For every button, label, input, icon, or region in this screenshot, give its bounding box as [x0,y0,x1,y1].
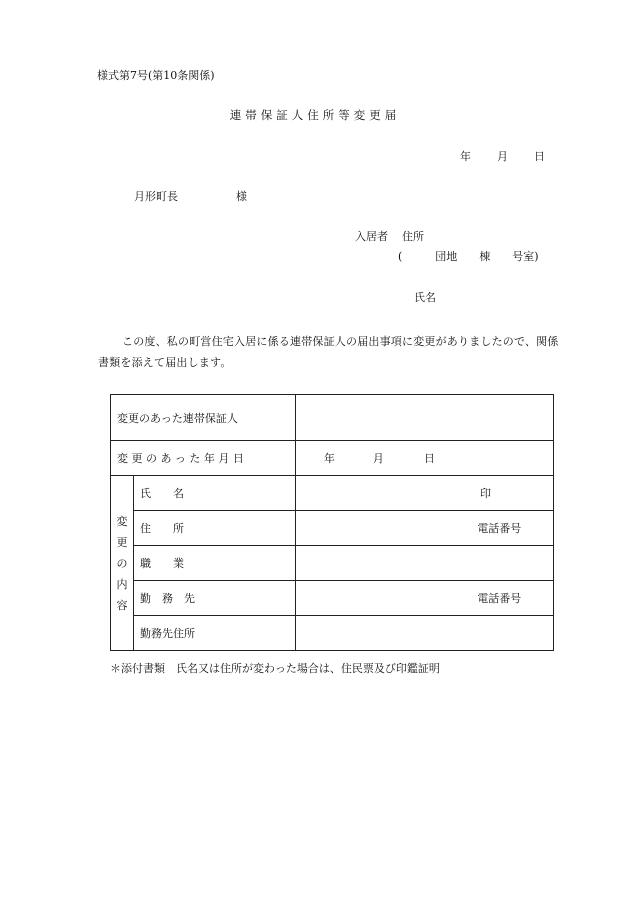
footnote: ＊添付書類 氏名又は住所が変わった場合は、住民票及び印鑑証明 [110,662,440,675]
name-label: 氏名 [414,291,436,304]
item-label-occupation: 職 業 [134,546,296,581]
item-value-workplace-address[interactable] [295,616,553,651]
item-value-name[interactable]: 印 [295,476,553,511]
item-label-workplace: 勤 務 先 [134,581,296,616]
item-value-occupation[interactable] [295,546,553,581]
addressee-name: 月形町長 [134,190,178,203]
date-month: 月 [497,150,508,163]
date-line [460,148,545,164]
item-label-workplace-address: 勤務先住所 [134,616,296,651]
phone-label: 電話番号 [477,592,522,605]
vertical-char: 変 [116,514,128,528]
body-text: この度、私の町営住宅入居に係る連帯保証人の届出事項に変更がありましたので、関係書類を添えて届出します。 [98,335,559,369]
change-date-label: 変更のあった年月日 [111,441,296,476]
item-value-workplace[interactable] [295,581,553,616]
form-code: 様式第7号(第10条関係) [97,69,215,82]
change-date-month: 月 [372,452,384,465]
change-date-year: 年 [323,452,335,465]
item-label-name: 氏 名 [134,476,296,511]
vertical-char: 更 [116,535,128,549]
resident-address [355,228,424,244]
guarantor-label: 変更のあった連帯保証人 [111,395,296,441]
vertical-char: 容 [116,598,128,612]
unit-line: ( 団地 棟 号室) [398,250,539,263]
change-table [110,394,554,651]
document-title: 連帯保証人住所等変更届 [229,108,401,122]
address-label: 住所 [402,230,424,243]
guarantor-value[interactable] [295,395,553,441]
item-value-address[interactable] [295,511,553,546]
change-contents-label [111,476,134,651]
change-date-value[interactable] [295,441,553,476]
date-year: 年 [460,150,471,163]
date-day: 日 [534,150,545,163]
addressee-honorific: 様 [236,190,247,203]
resident-label: 入居者 [355,230,388,243]
vertical-char: の [116,556,128,570]
addressee [134,188,247,204]
phone-label: 電話番号 [477,522,522,535]
item-label-address: 住 所 [134,511,296,546]
change-date-day: 日 [423,452,435,465]
vertical-char: 内 [116,577,128,591]
